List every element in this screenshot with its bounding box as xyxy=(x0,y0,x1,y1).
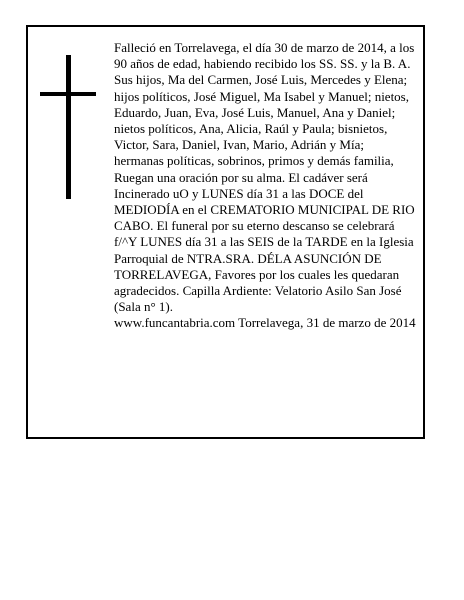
family-list: Sus hijos, Ma del Carmen, José Luis, Mercedes y Elena; hijos políticos, José Miguel, Ma Isabel y Manuel; nietos, Eduardo, Juan, Eva, José Luis, Manuel, Ana y Daniel; nietos políticos, Ana, Alicia, Raúl y Paula; bisnietos, Victor, Sara, Daniel, Ivan, Mario, Adrián y Mía; hermanas políticas, sobrinos, primos y demás familia, xyxy=(114,72,409,169)
cross-icon xyxy=(40,55,96,199)
obituary-notice xyxy=(26,25,425,439)
cross-vertical-bar xyxy=(66,55,71,199)
source-and-date: www.funcantabria.com Torrelavega, 31 de marzo de 2014 xyxy=(114,315,416,331)
service-details: Ruegan una oración por su alma. El cadáver será Incinerado uO y LUNES día 31 a las DOCE del MEDIODÍA en el CREMATORIO MUNICIPAL DE RIO CABO. El funeral por su eterno descanso se celebrará f/^Y LUNES día 31 a las SEIS de la TARDE en la Iglesia Parroquial de NTRA.SRA. DÉLA ASUNCIÓN DE TORRELAVEGA, Favores por los cuales les quedaran agradecidos. Capilla Ardiente: Velatorio Asilo San José (Sala n° 1). xyxy=(114,169,415,315)
cross-horizontal-bar xyxy=(40,92,96,96)
notice-text xyxy=(114,40,416,332)
death-announcement: Falleció en Torrelavega, el día 30 de marzo de 2014, a los 90 años de edad, habiendo recibido los SS. SS. y la B. A. xyxy=(114,40,415,72)
